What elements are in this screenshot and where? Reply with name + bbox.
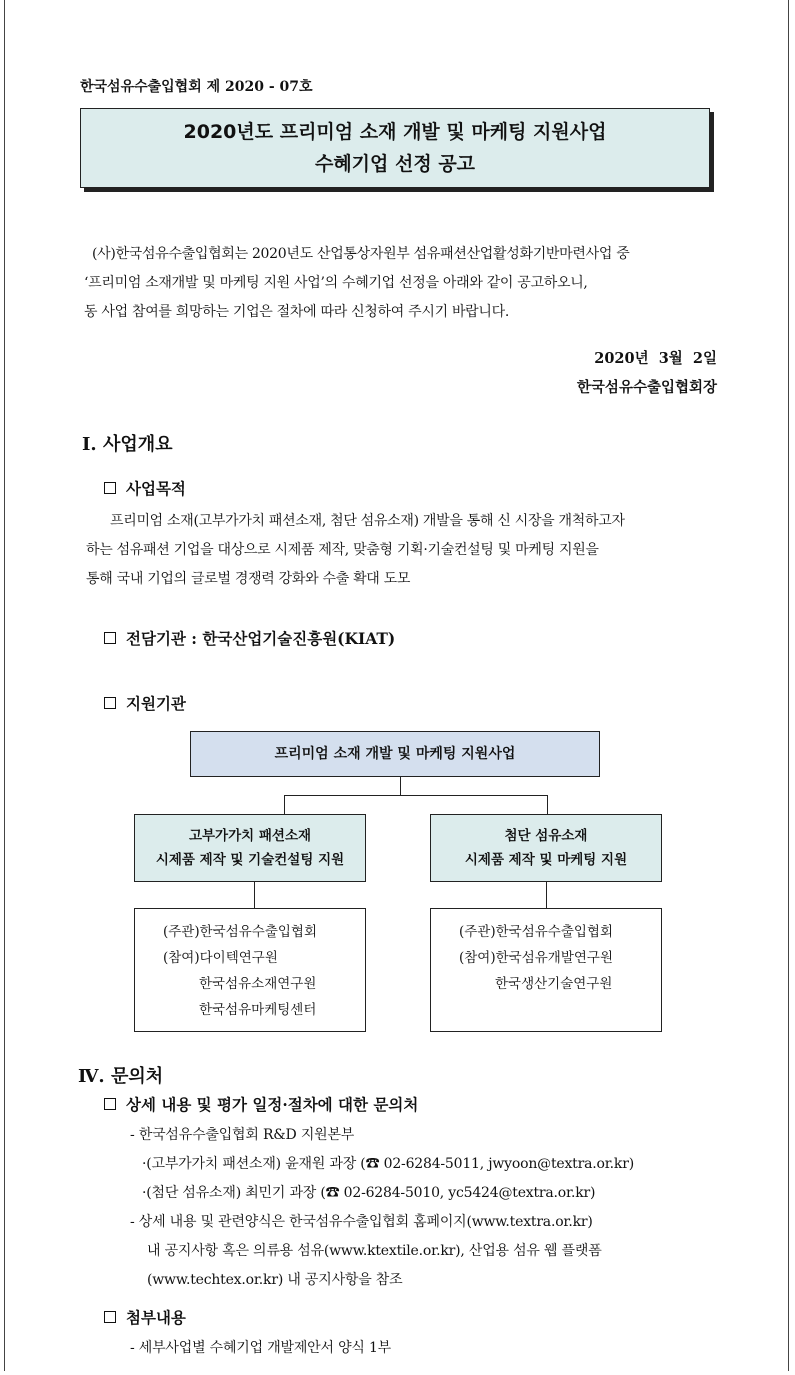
org-member: (참여)한국섬유개발연구원 bbox=[459, 950, 613, 966]
purpose-line-3: 통해 국내 기업의 글로벌 경쟁력 강화와 수출 확대 도모 bbox=[86, 571, 411, 587]
title-line-2: 수혜기업 선정 공고 bbox=[314, 153, 476, 175]
inquiry-note-line-1: - 상세 내용 및 관련양식은 한국섬유수출입협회 홈페이지(www.textra.or.kr) bbox=[130, 1214, 593, 1230]
inquiry-note-line-2: 내 공지사항 혹은 의류용 섬유(www.ktextile.or.kr), 산업용 섬유 웹 플랫폼 bbox=[147, 1243, 602, 1259]
intro-paragraph bbox=[84, 240, 718, 327]
connector-line bbox=[546, 882, 547, 908]
checkbox-icon bbox=[104, 482, 116, 494]
org-top-box bbox=[190, 731, 600, 777]
org-right-mid-box bbox=[430, 814, 662, 882]
org-member: (참여)다이텍연구원 bbox=[163, 950, 278, 966]
intro-line-2: ‘프리미엄 소재개발 및 마케팅 지원 사업’의 수혜기업 선정을 아래와 같이 공고하오니, bbox=[84, 275, 588, 291]
connector-line bbox=[254, 882, 255, 908]
issuer: 한국섬유수출입협회장 bbox=[576, 379, 717, 396]
org-left-mid-line-1: 고부가가치 패션소재 bbox=[188, 828, 312, 844]
purpose-heading bbox=[104, 477, 186, 499]
purpose-paragraph bbox=[86, 507, 718, 594]
agency-label: 전담기관 : 한국산업기술진흥원(KIAT) bbox=[126, 629, 396, 648]
checkbox-icon bbox=[104, 697, 116, 709]
title-box bbox=[80, 108, 710, 188]
support-heading-label: 지원기관 bbox=[126, 694, 186, 713]
org-right-mid-line-1: 첨단 섬유소재 bbox=[504, 828, 588, 844]
org-left-mid-line-2: 시제품 제작 및 기술컨설팅 지원 bbox=[155, 852, 345, 868]
connector-line bbox=[284, 795, 285, 814]
purpose-heading-label: 사업목적 bbox=[126, 479, 186, 498]
title-line-1: 2020년도 프리미엄 소재 개발 및 마케팅 지원사업 bbox=[183, 121, 607, 143]
inquiry-org: - 한국섬유수출입협회 R&D 지원본부 bbox=[130, 1127, 355, 1143]
attachment-item: - 세부사업별 수혜기업 개발제안서 양식 1부 bbox=[130, 1340, 391, 1356]
org-left-mid-box bbox=[134, 814, 366, 882]
checkbox-icon bbox=[104, 1098, 116, 1110]
checkbox-icon bbox=[104, 1311, 116, 1323]
connector-line bbox=[547, 795, 548, 814]
org-top-label: 프리미엄 소재 개발 및 마케팅 지원사업 bbox=[274, 746, 516, 762]
inquiry-heading-label: 상세 내용 및 평가 일정·절차에 대한 문의처 bbox=[126, 1095, 419, 1114]
connector-line bbox=[400, 777, 401, 795]
attachment-heading bbox=[104, 1306, 186, 1328]
intro-line-1: (사)한국섬유수출입협회는 2020년도 산업통상자원부 섬유패션산업활성화기반마련사업 중 bbox=[92, 246, 630, 262]
org-member: 한국생산기술연구원 bbox=[495, 976, 613, 992]
document-number: 한국섬유수출입협회 제 2020 - 07호 bbox=[80, 79, 313, 95]
org-member: 한국섬유소재연구원 bbox=[199, 976, 317, 992]
section-1-heading: Ⅰ. 사업개요 bbox=[82, 434, 173, 455]
announcement-date: 2020년 3월 2일 bbox=[594, 350, 717, 367]
inquiry-contact-1: ·(고부가가치 패션소재) 윤재원 과장 (☎ 02-6284-5011, jwyoon@textra.or.kr) bbox=[142, 1156, 634, 1172]
inquiry-contacts bbox=[130, 1121, 730, 1295]
attachment-heading-label: 첨부내용 bbox=[126, 1308, 186, 1327]
inquiry-note-line-3: (www.techtex.or.kr) 내 공지사항을 참조 bbox=[147, 1272, 403, 1288]
agency-heading bbox=[104, 627, 395, 649]
purpose-line-2: 하는 섬유패션 기업을 대상으로 시제품 제작, 맞춤형 기획·기술컨설팅 및 마케팅 지원을 bbox=[86, 542, 599, 558]
org-member: 한국섬유마케팅센터 bbox=[199, 1002, 317, 1018]
purpose-line-1: 프리미엄 소재(고부가가치 패션소재, 첨단 섬유소재) 개발을 통해 신 시장을 개척하고자 bbox=[110, 513, 625, 529]
section-4-heading: Ⅳ. 문의처 bbox=[78, 1066, 164, 1087]
org-right-mid-line-2: 시제품 제작 및 마케팅 지원 bbox=[464, 852, 628, 868]
org-member: (주관)한국섬유수출입협회 bbox=[163, 924, 317, 940]
org-left-bottom-box bbox=[134, 908, 366, 1032]
org-right-bottom-box bbox=[430, 908, 662, 1032]
inquiry-contact-2: ·(첨단 섬유소재) 최민기 과장 (☎ 02-6284-5010, yc5424@textra.or.kr) bbox=[142, 1185, 596, 1201]
org-member: (주관)한국섬유수출입협회 bbox=[459, 924, 613, 940]
connector-line bbox=[284, 795, 548, 796]
inquiry-heading bbox=[104, 1093, 418, 1115]
support-heading bbox=[104, 692, 186, 714]
intro-line-3: 동 사업 참여를 희망하는 기업은 절차에 따라 신청하여 주시기 바랍니다. bbox=[84, 304, 509, 320]
checkbox-icon bbox=[104, 632, 116, 644]
